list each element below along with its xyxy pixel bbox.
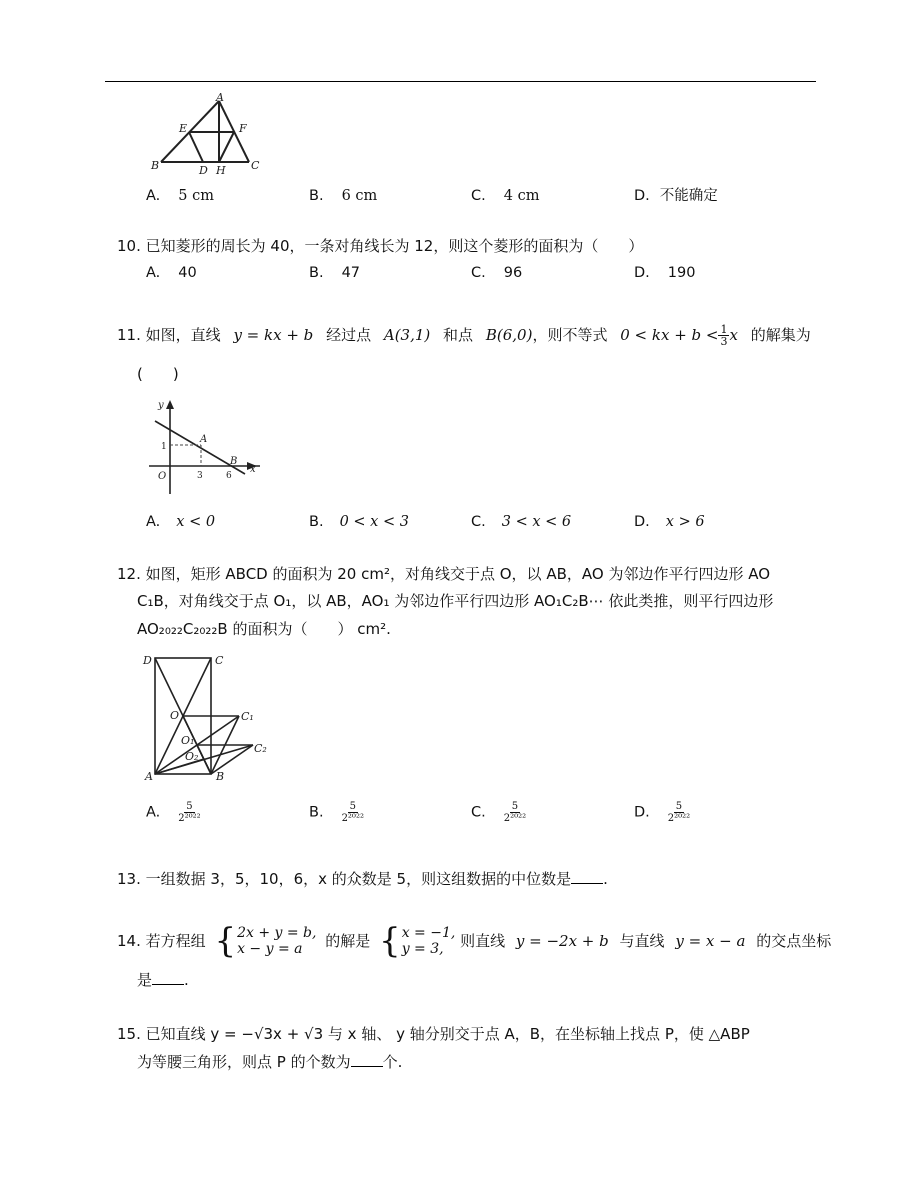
q15-stem-line2 <box>137 1052 402 1072</box>
q10-stem <box>117 236 643 256</box>
q12-text-1: 如图，矩形 ABCD 的面积为 20 cm²，对角线交于点 O，以 AB，AO 为邻边作平行四边形 AO <box>145 565 771 583</box>
q12-label-O1: O₁ <box>181 734 195 747</box>
q12-label-O: O <box>170 709 180 722</box>
q12-option-b[interactable]: B. $\frac{5}{\text{2²⁰²²}}$ <box>309 801 364 824</box>
q14-text-3: 则直线 <box>460 932 506 950</box>
q9-option-b[interactable]: B. 6 cm <box>309 188 378 204</box>
q13-text: 一组数据 3，5，10，6，x 的众数是 5，则这组数据的中位数是 <box>145 870 572 888</box>
q12-stem-line3: AO₂₀₂₂C₂₀₂₂B 的面积为（ ） cm². <box>137 620 391 638</box>
q14-text-1: 若方程组 <box>145 932 206 950</box>
q14-end: . <box>184 971 189 989</box>
q11-text-2: 经过点 <box>326 326 372 344</box>
q11-graph-y-label: y <box>158 400 164 411</box>
q12-label-C: C <box>215 654 224 667</box>
q14-stem-line1 <box>117 921 832 961</box>
q14-number: 14. <box>117 932 141 950</box>
q14-system-2: { x = −1, y = 3, <box>379 921 456 961</box>
q9-label-B: B <box>151 159 160 172</box>
q14-text-4: 与直线 <box>619 932 665 950</box>
q9-triangle-figure <box>145 92 270 174</box>
q9-label-A: A <box>216 92 224 104</box>
q9-label-F: F <box>239 122 247 135</box>
q11-text-3: 和点 <box>443 326 474 344</box>
q12-label-A: A <box>145 770 153 783</box>
q14-system-1: { 2x + y = b, x − y = a <box>214 921 317 961</box>
q11-text-4: ，则不等式 <box>532 326 608 344</box>
q11-point-b: B(6,0) <box>485 326 533 344</box>
q14-line-1: y = −2x + b <box>515 932 609 950</box>
q11-graph-x-label: x <box>250 464 256 475</box>
q11-graph-b: B <box>230 456 238 467</box>
q12-label-O2: O₂ <box>185 750 199 763</box>
q12-label-D: D <box>143 654 152 667</box>
q15-text-2: 为等腰三角形，则点 P 的个数为 <box>137 1053 351 1071</box>
q15-text-3: 个. <box>382 1053 403 1071</box>
q11-graph-tick-3: 3 <box>197 471 203 481</box>
q11-text-1: 如图，直线 <box>145 326 221 344</box>
q11-graph-origin: O <box>158 471 167 482</box>
q11-fraction: $\frac{1}{3}$ <box>720 323 728 348</box>
q11-graph-a: A <box>200 434 208 445</box>
q14-answer-blank[interactable] <box>152 970 184 985</box>
q12-label-B: B <box>216 770 225 783</box>
q10-text: 已知菱形的周长为 40，一条对角线长为 12，则这个菱形的面积为（ ） <box>145 237 644 255</box>
q13-end: . <box>603 870 608 888</box>
q11-inequality: 0 < kx + b < <box>620 326 719 344</box>
q11-option-a[interactable]: A. x < 0 <box>146 514 216 530</box>
q11-option-c[interactable]: C. 3 < x < 6 <box>471 514 572 530</box>
q10-option-b[interactable]: B. 47 <box>309 265 361 281</box>
q12-rectangle-figure <box>140 650 280 784</box>
q14-text-6: 是 <box>137 971 153 989</box>
q11-stem <box>117 324 811 347</box>
q10-option-c[interactable]: C. 96 <box>471 265 523 281</box>
q10-option-a[interactable]: A. 40 <box>146 265 197 281</box>
q13-number: 13. <box>117 870 141 888</box>
q11-option-d[interactable]: D. x > 6 <box>634 514 705 530</box>
q15-answer-blank[interactable] <box>351 1052 383 1067</box>
q11-graph-tick-6: 6 <box>226 471 232 481</box>
q12-option-d[interactable]: D. $\frac{5}{\text{2²⁰²²}}$ <box>634 801 691 824</box>
q14-line-2: y = x − a <box>675 932 746 950</box>
q11-paren: ( ) <box>137 365 179 383</box>
q11-text-5: 的解集为 <box>750 326 811 344</box>
q12-stem-line2: C₁B，对角线交于点 O₁，以 AB，AO₁ 为邻边作平行四边形 AO₁C₂B⋯ 依此类推，则平行四边形 <box>137 592 774 610</box>
q9-option-c[interactable]: C. 4 cm <box>471 188 540 204</box>
q11-graph-figure <box>145 396 260 496</box>
header-rule <box>105 81 816 82</box>
q9-option-a[interactable]: A. 5 cm <box>146 188 214 204</box>
q12-label-C2: C₂ <box>254 742 267 755</box>
q13-stem <box>117 869 608 889</box>
q13-answer-blank[interactable] <box>571 869 603 884</box>
q9-label-C: C <box>251 159 260 172</box>
q14-stem-line2 <box>137 970 189 990</box>
q10-number: 10. <box>117 237 141 255</box>
q14-text-2: 的解是 <box>325 932 371 950</box>
q10-option-d[interactable]: D. 190 <box>634 265 696 281</box>
q12-number: 12. <box>117 565 141 583</box>
q15-number: 15. <box>117 1025 141 1043</box>
q9-option-d[interactable]: D. 不能确定 <box>634 188 718 204</box>
q11-equation: y = kx + b <box>233 326 314 344</box>
q14-text-5: 的交点坐标 <box>756 932 832 950</box>
q12-option-c[interactable]: C. $\frac{5}{\text{2²⁰²²}}$ <box>471 801 527 824</box>
q15-stem-line1 <box>117 1024 750 1044</box>
q12-option-a[interactable]: A. $\frac{5}{\text{2²⁰²²}}$ <box>146 801 201 824</box>
q9-label-D: D <box>199 164 208 174</box>
q11-point-a: A(3,1) <box>383 326 431 344</box>
q12-stem-line1 <box>117 564 770 584</box>
q9-label-H: H <box>216 164 226 174</box>
q9-label-E: E <box>179 122 188 135</box>
q11-graph-tick-1: 1 <box>161 442 167 452</box>
q11-option-b[interactable]: B. 0 < x < 3 <box>309 514 409 530</box>
q12-label-C1: C₁ <box>241 710 254 723</box>
q15-text-1: 已知直线 y = −√3x + √3 与 x 轴、 y 轴分别交于点 A，B，在坐标轴上找点 P，使 △ABP <box>145 1025 750 1043</box>
q11-inequality-x: x <box>729 326 738 344</box>
q11-number: 11. <box>117 326 141 344</box>
